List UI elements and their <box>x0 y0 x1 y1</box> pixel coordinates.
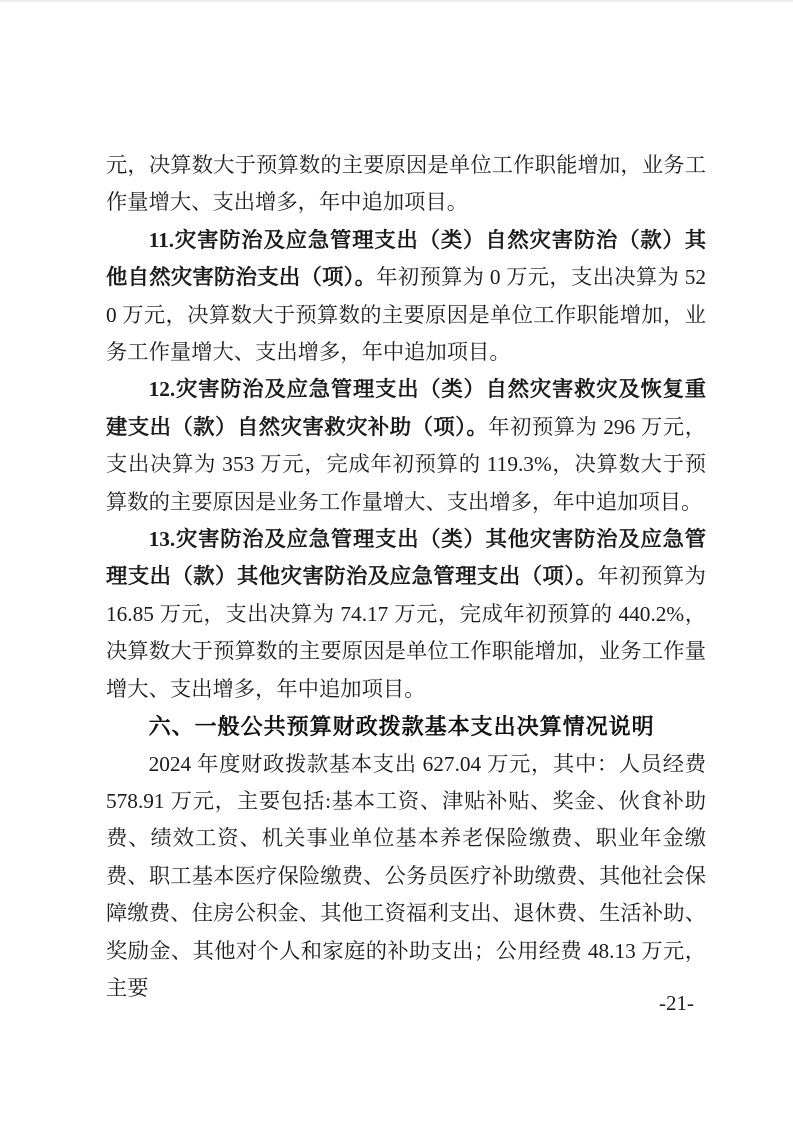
item-12-title: 12.灾害防治及应急管理支出（类）自然灾害救灾及恢复重建支出（款）自然灾害救灾补助（项）。 <box>106 377 706 439</box>
item-11-body: 年初预算为 0 万元，支出决算为 520 万元，决算数大于预算数的主要原因是单位工作职能增加，业务工作量增大、支出增多，年中追加项目。 <box>106 265 706 365</box>
item-11-title: 11.灾害防治及应急管理支出（类）自然灾害防治（款）其他自然灾害防治支出（项）。 <box>106 227 706 290</box>
paragraph-item-11 <box>106 222 706 372</box>
paragraph-item-12 <box>106 371 706 521</box>
item-12-body: 年初预算为 296 万元，支出决算为 353 万元，完成年初预算的 119.3%，决算数大于预算数的主要原因是业务工作量增大、支出增多，年中追加项目。 <box>106 414 706 514</box>
item-13-title: 13.灾害防治及应急管理支出（类）其他灾害防治及应急管理支出（款）其他灾害防治及应急管理支出（项）。 <box>106 527 706 589</box>
section-heading-six: 六、一般公共预算财政拨款基本支出决算情况说明 <box>148 714 655 740</box>
page-number: -21- <box>659 991 694 1015</box>
paragraph-item-13 <box>106 521 706 708</box>
paragraph-basic-expenditure: 2024 年度财政拨款基本支出 627.04 万元，其中：人员经费 578.91 万元，主要包括:基本工资、津贴补贴、奖金、伙食补助费、绩效工资、机关事业单位基本养老保险缴费、职业年金缴费、职工基本医疗保险缴费、公务员医疗补助缴费、其他社会保障缴费、住房公积金、其他工资福利支出、退休费、生活补助、奖励金、其他对个人和家庭的补助支出；公用经费 48.13 万元，主要 <box>106 751 706 1000</box>
item-13-body: 年初预算为 16.85 万元，支出决算为 74.17 万元，完成年初预算的 440.2%，决算数大于预算数的主要原因是单位工作职能增加，业务工作量增大、支出增多，年中追加项目。 <box>106 564 706 701</box>
paragraph-continuation: 元，决算数大于预算数的主要原因是单位工作职能增加，业务工作量增大、支出增多，年中追加项目。 <box>106 153 706 215</box>
page-content <box>106 147 706 1007</box>
